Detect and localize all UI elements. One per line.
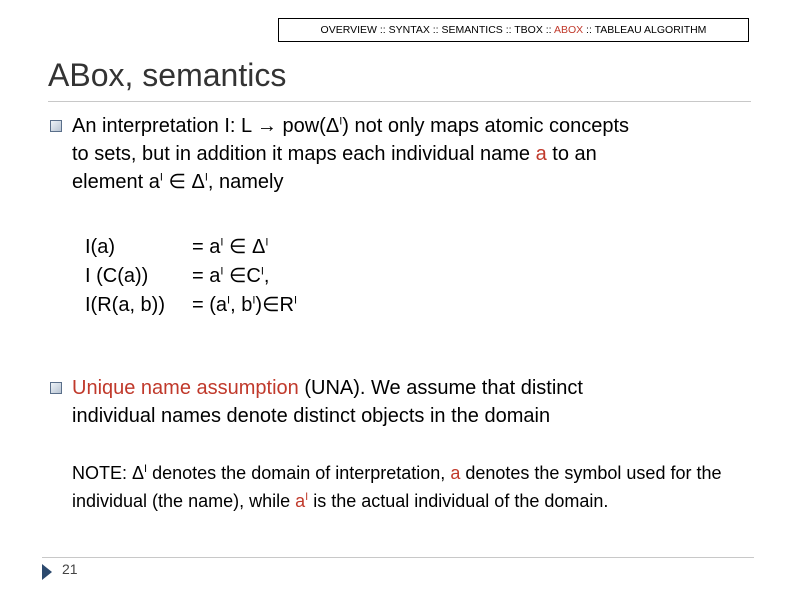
una-term: Unique name assumption (72, 377, 299, 399)
bullet-interpretation-text: An interpretation I: $L \to pow(\Delta^I)$ not only maps atomic concepts to sets, but in addition it maps each individual name a to an element $a^I$ ∈ $\Delta^I$, namely (72, 115, 630, 193)
nav-sections-before: OVERVIEW :: SYNTAX :: SEMANTICS :: TBOX :: (320, 24, 554, 36)
note-paragraph: NOTE: $\Delta^I$ denotes the domain of interpretation, a denotes the symbol used for the individual (the name), while $a^I$ is the actual individual of the domain. (72, 463, 722, 511)
bullet-icon (50, 382, 62, 394)
bullet-una-text: Unique name assumption (UNA). We assume that distinct individual names denote distinct objects in the domain (72, 377, 583, 427)
slide-title: ABox, semantics (48, 57, 287, 93)
footer-divider (42, 557, 754, 558)
title-divider (48, 101, 751, 102)
individual-name-a: a (535, 143, 547, 165)
page-number: 21 (62, 561, 78, 577)
arrow-symbol: → (256, 115, 277, 137)
section-breadcrumb-nav (278, 18, 749, 42)
bullet-icon (50, 120, 62, 132)
symbol-a: a (450, 463, 461, 483)
footer-arrow-icon (42, 564, 52, 580)
individual-a: a (295, 491, 306, 511)
nav-sections-after: :: TABLEAU ALGORITHM (583, 24, 707, 36)
nav-active-section: ABOX (553, 24, 584, 36)
